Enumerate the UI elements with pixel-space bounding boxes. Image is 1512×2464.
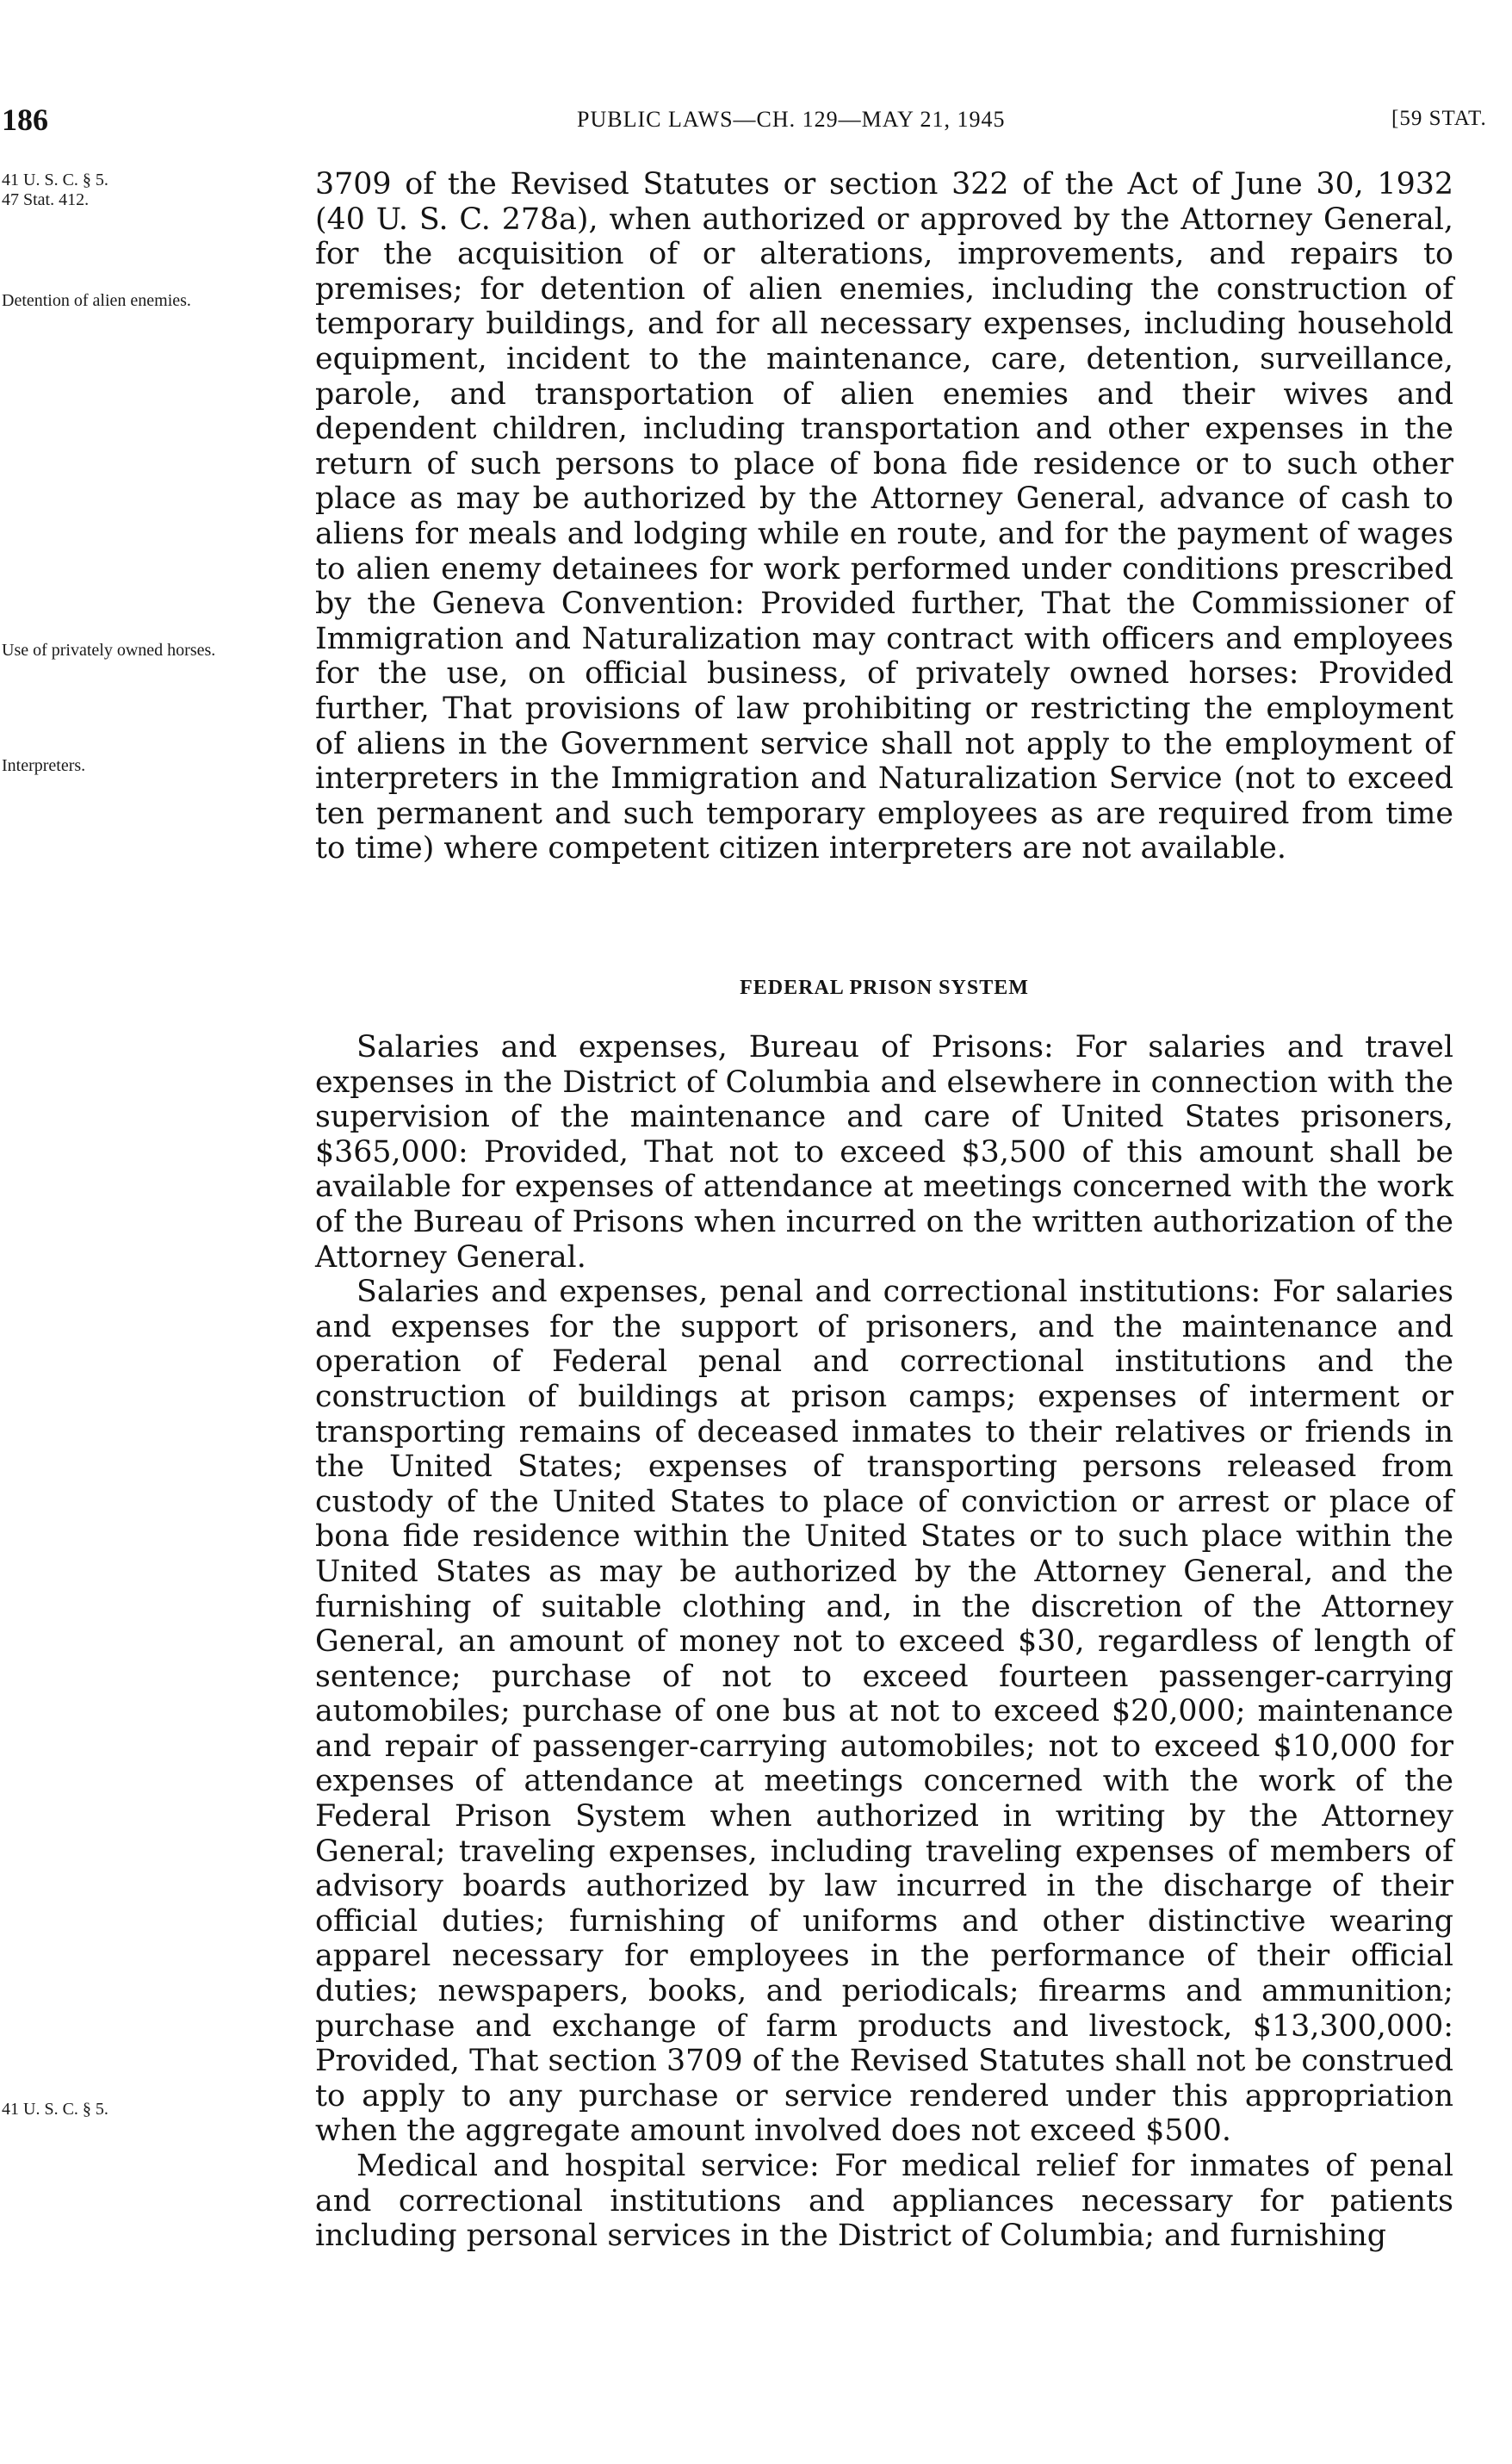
paragraph-detention: 3709 of the Revised Statutes or section 322 of the Act of June 30, 1932 (40 U. S. C. 278a), when authorized or approved by the Attorney General, for the acquisition of or alterations, improvements, and repairs to premises; for detention of alien enemies, including the construction of temporary buildings, and for all necessary expenses, including household equipment, incident to the maintenance, care, detention, surveillance, parole, and transportation of alien enemies and their wives and dependent children, including transportation and other expenses in the return of such persons to place of bona fide residence or to such other place as may be authorized by the Attorney General, advance of cash to aliens for meals and lodging while en route, and for the payment of wages to alien enemy detainees for work performed under conditions prescribed by the Geneva Convention: Provided further, That the Commissioner of Immigration and Naturalization may contract with officers and employees for the use, on official business, of privately owned horses: Provided further, That provisions of law prohibiting or restricting the employment of aliens in the Government service shall not apply to the employment of interpreters in the Immigration and Naturalization Service (not to exceed ten permanent and such temporary employees as are required from time to time) where competent citizen interpreters are not available. xyxy=(315,167,1453,866)
text-block-prisons xyxy=(315,1030,1453,2254)
paragraph-penal-institutions: Salaries and expenses, penal and correctional institutions: For salaries and expenses for the support of prisoners, and the maintenance and operation of Federal penal and correctional institutions and the construction of buildings at prison camps; expenses of interment or transporting remains of deceased inmates to their relatives or friends in the United States; expenses of transporting persons released from custody of the United States to place of conviction or arrest or place of bona fide residence within the United States or to such place within the United States as may be authorized by the Attorney General, and the furnishing of suitable clothing and, in the discretion of the Attorney General, an amount of money not to exceed $30, regardless of length of sentence; purchase of not to exceed fourteen passenger-carrying automobiles; purchase of one bus at not to exceed $20,000; maintenance and repair of passenger-carrying automobiles; not to exceed $10,000 for expenses of attendance at meetings concerned with the work of the Federal Prison System when authorized in writing by the Attorney General; traveling expenses, including traveling expenses of members of advisory boards authorized by law incurred in the discharge of their official duties; furnishing of uniforms and other distinctive wearing apparel necessary for employees in the performance of their official duties; newspapers, books, and periodicals; firearms and ammunition; purchase and exchange of farm products and livestock, $13,300,000: Provided, That section 3709 of the Revised Statutes shall not be construed to apply to any purchase or service rendered under this appropriation when the aggregate amount involved does not exceed $500. xyxy=(315,1275,1453,2149)
paragraph-medical-service: Medical and hospital service: For medical relief for inmates of penal and correctional institutions and appliances necessary for patients including personal services in the District of Columbia; and furnishing xyxy=(315,2149,1453,2254)
statute-reference: [59 STAT. xyxy=(1391,107,1487,130)
margin-note-detention: Detention of alien enemies. xyxy=(2,291,191,310)
margin-note-citation-2: 41 U. S. C. § 5. xyxy=(2,2100,108,2119)
text-block-continued xyxy=(315,167,1453,866)
margin-note-citation-1-line2: 47 Stat. 412. xyxy=(2,190,90,209)
margin-note-citation-1 xyxy=(2,171,286,210)
margin-note-horses: Use of privately owned horses. xyxy=(2,641,216,660)
page-number: 186 xyxy=(2,102,48,137)
section-heading: FEDERAL PRISON SYSTEM xyxy=(740,977,1029,999)
running-head: PUBLIC LAWS—CH. 129—MAY 21, 1945 xyxy=(577,107,1006,132)
paragraph-bureau-of-prisons: Salaries and expenses, Bureau of Prisons: For salaries and travel expenses in the District of Columbia and elsewhere in connection with the supervision of the maintenance and care of United States prisoners, $365,000: Provided, That not to exceed $3,500 of this amount shall be available for expenses of attendance at meetings concerned with the work of the Bureau of Prisons when incurred on the written authorization of the Attorney General. xyxy=(315,1030,1453,1275)
margin-note-citation-1-line1: 41 U. S. C. § 5. xyxy=(2,171,108,189)
margin-note-interpreters: Interpreters. xyxy=(2,756,86,775)
